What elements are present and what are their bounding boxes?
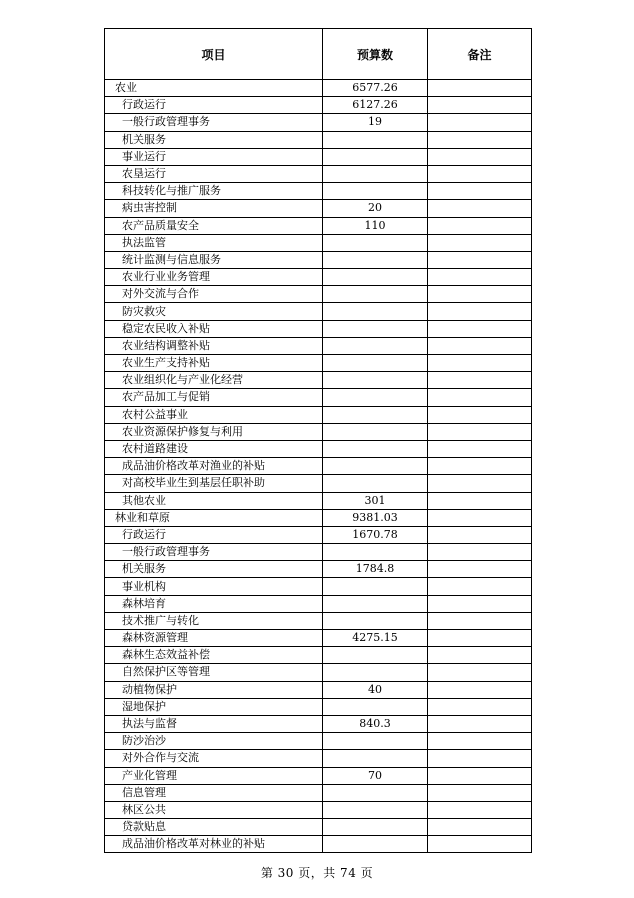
page-number: 第 30 页，共 74 页 (260, 866, 374, 880)
item-name-cell: 林业和草原 (105, 509, 323, 526)
remarks-cell (428, 337, 532, 354)
budget-amount-cell: 70 (323, 767, 428, 784)
remarks-cell (428, 784, 532, 801)
budget-amount-cell: 840.3 (323, 715, 428, 732)
remarks-cell (428, 561, 532, 578)
item-name-cell: 农业 (105, 80, 323, 97)
budget-amount-cell: 110 (323, 217, 428, 234)
item-name-cell: 贷款贴息 (105, 819, 323, 836)
remarks-cell (428, 269, 532, 286)
table-row (105, 355, 532, 372)
table-row (105, 440, 532, 457)
budget-amount-cell: 9381.03 (323, 509, 428, 526)
budget-amount-cell: 19 (323, 114, 428, 131)
remarks-cell (428, 200, 532, 217)
item-name-cell: 对外合作与交流 (105, 750, 323, 767)
table-row (105, 595, 532, 612)
budget-amount-cell (323, 234, 428, 251)
remarks-cell (428, 698, 532, 715)
remarks-cell (428, 183, 532, 200)
table-row (105, 578, 532, 595)
item-name-cell: 自然保护区等管理 (105, 664, 323, 681)
item-name-cell: 森林培育 (105, 595, 323, 612)
budget-amount-cell (323, 303, 428, 320)
table-row (105, 612, 532, 629)
budget-amount-cell: 4275.15 (323, 630, 428, 647)
item-name-cell: 病虫害控制 (105, 200, 323, 217)
item-name-cell: 农业结构调整补贴 (105, 337, 323, 354)
table-row (105, 80, 532, 97)
item-name-cell: 森林生态效益补偿 (105, 647, 323, 664)
table-row (105, 251, 532, 268)
item-name-cell: 农业行业业务管理 (105, 269, 323, 286)
table-row (105, 286, 532, 303)
table-row (105, 303, 532, 320)
table-row (105, 836, 532, 853)
table-row (105, 526, 532, 543)
budget-amount-cell: 301 (323, 492, 428, 509)
table-header (105, 29, 532, 80)
remarks-cell (428, 681, 532, 698)
item-name-cell: 成品油价格改革对林业的补贴 (105, 836, 323, 853)
budget-amount-cell: 6127.26 (323, 97, 428, 114)
budget-amount-cell: 20 (323, 200, 428, 217)
remarks-cell (428, 819, 532, 836)
table-row (105, 372, 532, 389)
budget-amount-cell: 40 (323, 681, 428, 698)
budget-amount-cell (323, 595, 428, 612)
budget-amount-cell (323, 475, 428, 492)
table-row (105, 458, 532, 475)
table-row (105, 406, 532, 423)
remarks-cell (428, 526, 532, 543)
table-row (105, 475, 532, 492)
table-row (105, 561, 532, 578)
budget-amount-cell (323, 784, 428, 801)
remarks-cell (428, 647, 532, 664)
remarks-cell (428, 836, 532, 853)
table-row (105, 733, 532, 750)
item-name-cell: 森林资源管理 (105, 630, 323, 647)
item-name-cell: 执法监管 (105, 234, 323, 251)
remarks-cell (428, 595, 532, 612)
budget-amount-cell: 1784.8 (323, 561, 428, 578)
budget-amount-cell (323, 733, 428, 750)
remarks-cell (428, 355, 532, 372)
remarks-cell (428, 114, 532, 131)
budget-amount-cell (323, 251, 428, 268)
item-name-cell: 农业资源保护修复与利用 (105, 423, 323, 440)
header-row (105, 29, 532, 80)
item-name-cell: 一般行政管理事务 (105, 544, 323, 561)
table-body (105, 80, 532, 853)
item-name-cell: 稳定农民收入补贴 (105, 320, 323, 337)
budget-amount-cell (323, 131, 428, 148)
item-name-cell: 一般行政管理事务 (105, 114, 323, 131)
remarks-cell (428, 492, 532, 509)
item-name-cell: 农产品加工与促销 (105, 389, 323, 406)
budget-amount-cell (323, 183, 428, 200)
budget-amount-cell (323, 458, 428, 475)
remarks-cell (428, 406, 532, 423)
table-row (105, 423, 532, 440)
remarks-cell (428, 475, 532, 492)
table-row (105, 114, 532, 131)
remarks-cell (428, 389, 532, 406)
table-row (105, 750, 532, 767)
header-budget: 预算数 (323, 29, 428, 80)
budget-amount-cell (323, 698, 428, 715)
remarks-cell (428, 509, 532, 526)
item-name-cell: 林区公共 (105, 801, 323, 818)
item-name-cell: 信息管理 (105, 784, 323, 801)
remarks-cell (428, 320, 532, 337)
remarks-cell (428, 80, 532, 97)
item-name-cell: 科技转化与推广服务 (105, 183, 323, 200)
remarks-cell (428, 165, 532, 182)
item-name-cell: 行政运行 (105, 526, 323, 543)
budget-amount-cell (323, 819, 428, 836)
table-row (105, 698, 532, 715)
remarks-cell (428, 544, 532, 561)
table-row (105, 647, 532, 664)
item-name-cell: 机关服务 (105, 131, 323, 148)
item-name-cell: 统计监测与信息服务 (105, 251, 323, 268)
remarks-cell (428, 97, 532, 114)
remarks-cell (428, 664, 532, 681)
item-name-cell: 产业化管理 (105, 767, 323, 784)
budget-amount-cell (323, 836, 428, 853)
budget-amount-cell (323, 406, 428, 423)
item-name-cell: 行政运行 (105, 97, 323, 114)
budget-amount-cell (323, 148, 428, 165)
remarks-cell (428, 217, 532, 234)
budget-amount-cell (323, 389, 428, 406)
table-row (105, 165, 532, 182)
item-name-cell: 成品油价格改革对渔业的补贴 (105, 458, 323, 475)
remarks-cell (428, 423, 532, 440)
budget-amount-cell (323, 647, 428, 664)
item-name-cell: 防沙治沙 (105, 733, 323, 750)
remarks-cell (428, 767, 532, 784)
remarks-cell (428, 148, 532, 165)
item-name-cell: 对高校毕业生到基层任职补助 (105, 475, 323, 492)
table-row (105, 234, 532, 251)
table-row (105, 148, 532, 165)
item-name-cell: 农村道路建设 (105, 440, 323, 457)
table-row (105, 320, 532, 337)
item-name-cell: 执法与监督 (105, 715, 323, 732)
header-item: 项目 (105, 29, 323, 80)
header-remarks: 备注 (428, 29, 532, 80)
table-row (105, 217, 532, 234)
item-name-cell: 事业运行 (105, 148, 323, 165)
budget-amount-cell (323, 320, 428, 337)
budget-amount-cell (323, 750, 428, 767)
item-name-cell: 其他农业 (105, 492, 323, 509)
remarks-cell (428, 372, 532, 389)
table-row (105, 784, 532, 801)
table-row (105, 337, 532, 354)
remarks-cell (428, 303, 532, 320)
table-row (105, 389, 532, 406)
item-name-cell: 农业组织化与产业化经营 (105, 372, 323, 389)
budget-amount-cell (323, 544, 428, 561)
table-row (105, 492, 532, 509)
remarks-cell (428, 234, 532, 251)
remarks-cell (428, 578, 532, 595)
table-row (105, 269, 532, 286)
budget-amount-cell (323, 423, 428, 440)
item-name-cell: 农产品质量安全 (105, 217, 323, 234)
table-row (105, 544, 532, 561)
remarks-cell (428, 440, 532, 457)
remarks-cell (428, 750, 532, 767)
item-name-cell: 事业机构 (105, 578, 323, 595)
item-name-cell: 农业生产支持补贴 (105, 355, 323, 372)
budget-amount-cell (323, 286, 428, 303)
budget-amount-cell (323, 337, 428, 354)
table-row (105, 183, 532, 200)
item-name-cell: 技术推广与转化 (105, 612, 323, 629)
table-row (105, 819, 532, 836)
item-name-cell: 农垦运行 (105, 165, 323, 182)
budget-amount-cell (323, 269, 428, 286)
remarks-cell (428, 131, 532, 148)
table-row (105, 630, 532, 647)
budget-amount-cell (323, 165, 428, 182)
remarks-cell (428, 458, 532, 475)
table-row (105, 97, 532, 114)
remarks-cell (428, 630, 532, 647)
budget-table (104, 28, 532, 853)
item-name-cell: 湿地保护 (105, 698, 323, 715)
budget-amount-cell: 1670.78 (323, 526, 428, 543)
item-name-cell: 机关服务 (105, 561, 323, 578)
remarks-cell (428, 251, 532, 268)
item-name-cell: 农村公益事业 (105, 406, 323, 423)
table-row (105, 200, 532, 217)
item-name-cell: 动植物保护 (105, 681, 323, 698)
remarks-cell (428, 715, 532, 732)
table-row (105, 767, 532, 784)
budget-amount-cell (323, 664, 428, 681)
table-row (105, 509, 532, 526)
table-row (105, 664, 532, 681)
item-name-cell: 对外交流与合作 (105, 286, 323, 303)
remarks-cell (428, 733, 532, 750)
remarks-cell (428, 612, 532, 629)
budget-amount-cell: 6577.26 (323, 80, 428, 97)
item-name-cell: 防灾救灾 (105, 303, 323, 320)
budget-amount-cell (323, 372, 428, 389)
budget-amount-cell (323, 440, 428, 457)
budget-amount-cell (323, 612, 428, 629)
budget-amount-cell (323, 355, 428, 372)
table-row (105, 131, 532, 148)
remarks-cell (428, 286, 532, 303)
table-row (105, 715, 532, 732)
remarks-cell (428, 801, 532, 818)
table-row (105, 681, 532, 698)
budget-amount-cell (323, 578, 428, 595)
budget-amount-cell (323, 801, 428, 818)
table-row (105, 801, 532, 818)
